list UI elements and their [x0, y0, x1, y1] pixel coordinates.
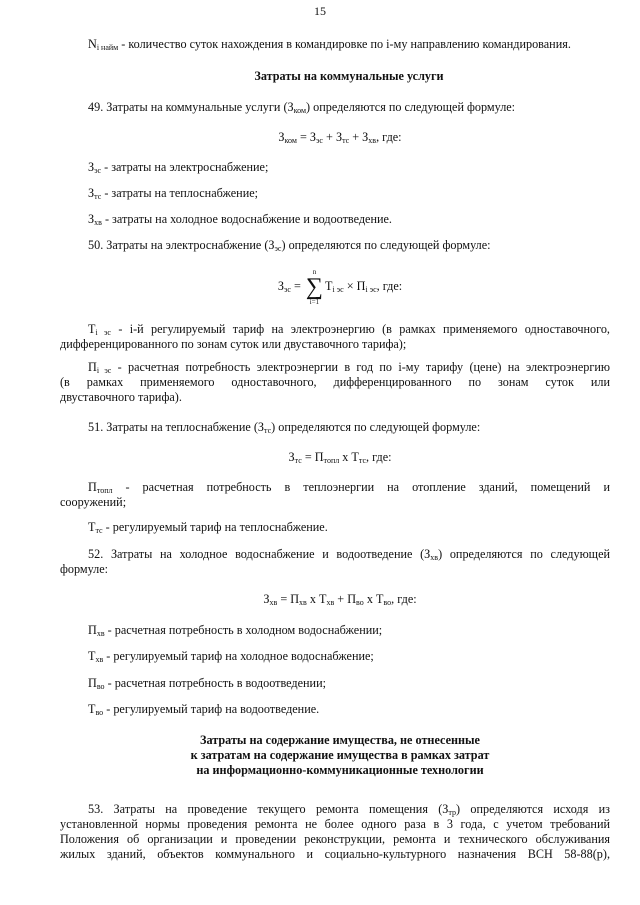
formula-50: $З_{эс}$ = n ∑ i=1 $Т_{i эс} \times П_{i эс}$, где: — [277, 268, 403, 306]
definition-t-i-es: $Т_{i эс} - i-й$ регулируемый тариф на электроэнергию (в рамках применяемого одноставочного, дифференцированного по зонам суток или двуставочного тарифа); — [60, 322, 610, 351]
paragraph-49: 49. Затраты на коммунальные услуги $(З_{ком})$ определяются по следующей формуле: — [88, 100, 516, 115]
definition-z-es: $З_{эс}$ - затраты на электроснабжение; — [88, 160, 269, 175]
formula-51: $З_{тс} = П_{топл}$ x $Т_{тс}$, где: — [288, 450, 392, 465]
page-number: 15 — [314, 4, 326, 18]
section-title-utilities: Затраты на коммунальные услуги — [254, 69, 444, 83]
paragraph-50: 50. Затраты на электроснабжение $(З_{эс})$ определяются по следующей формуле: — [88, 238, 491, 253]
definition-p-vo: $П_{во}$ - расчетная потребность в водоотведении; — [88, 676, 326, 691]
definition-p-topl: $П_{топл}$ - расчетная потребность в теплоэнергии на отопление зданий, помещений и сооружений; — [60, 480, 610, 509]
definition-t-hv: $Т_{хв}$ - регулируемый тариф на холодное водоснабжение; — [88, 649, 374, 664]
paragraph-53: 53. Затраты на проведение текущего ремонта помещения $(З_{тр})$ определяются исходя из установленной нормы проведения ремонта не более одного раза в 3 года, с учетом требований Положения об организации и проведении реконструкции, ремонта и технического обслуживания жилых зданий, объектов коммунального и социально-культурного назначения ВСН 58-88(р), — [60, 802, 610, 861]
definition-p-i-es: $П_{i эс}$ - расчетная потребность электроэнергии в год по i-му тарифу (цене) на электроэнергию (в рамках применяемого одноставочного, дифференцированного по зонам суток или двуставочного тарифа). — [60, 360, 610, 404]
paragraph-51: 51. Затраты на теплоснабжение $(З_{тс})$ определяются по следующей формуле: — [88, 420, 481, 435]
definition-t-vo: $Т_{во}$ - регулируемый тариф на водоотведение. — [88, 702, 320, 717]
formula-52: $З_{хв} = П_{хв}$ x $Т_{хв} + П_{во}$ x $Т_{во}$, где: — [263, 592, 417, 607]
definition-z-ts: $З_{тс}$ - затраты на теплоснабжение; — [88, 186, 259, 201]
definition-t-ts: $Т_{тс}$ - регулируемый тариф на теплоснабжение. — [88, 520, 328, 535]
formula-49: $З_{ком} = З_{эс} + З_{тс} + З_{хв}$, где: — [278, 130, 402, 145]
definition-n-naim: $N_{i найм}$ - количество суток нахождения в командировке по i-му направлению командирования. — [88, 37, 571, 52]
summation-symbol: n ∑ i=1 — [305, 268, 323, 306]
definition-z-hv: $З_{хв}$ - затраты на холодное водоснабжение и водоотведение. — [88, 212, 392, 227]
section-title-property-maintenance: Затраты на содержание имущества, не отнесенные к затратам на содержание имущества в рамках затрат на информационно-коммуникационные технологии — [190, 733, 490, 777]
paragraph-52: 52. Затраты на холодное водоснабжение и водоотведение $(З_{хв})$ определяются по следующей формуле: — [60, 547, 611, 576]
definition-p-hv: $П_{хв}$ - расчетная потребность в холодном водоснабжении; — [88, 623, 383, 638]
